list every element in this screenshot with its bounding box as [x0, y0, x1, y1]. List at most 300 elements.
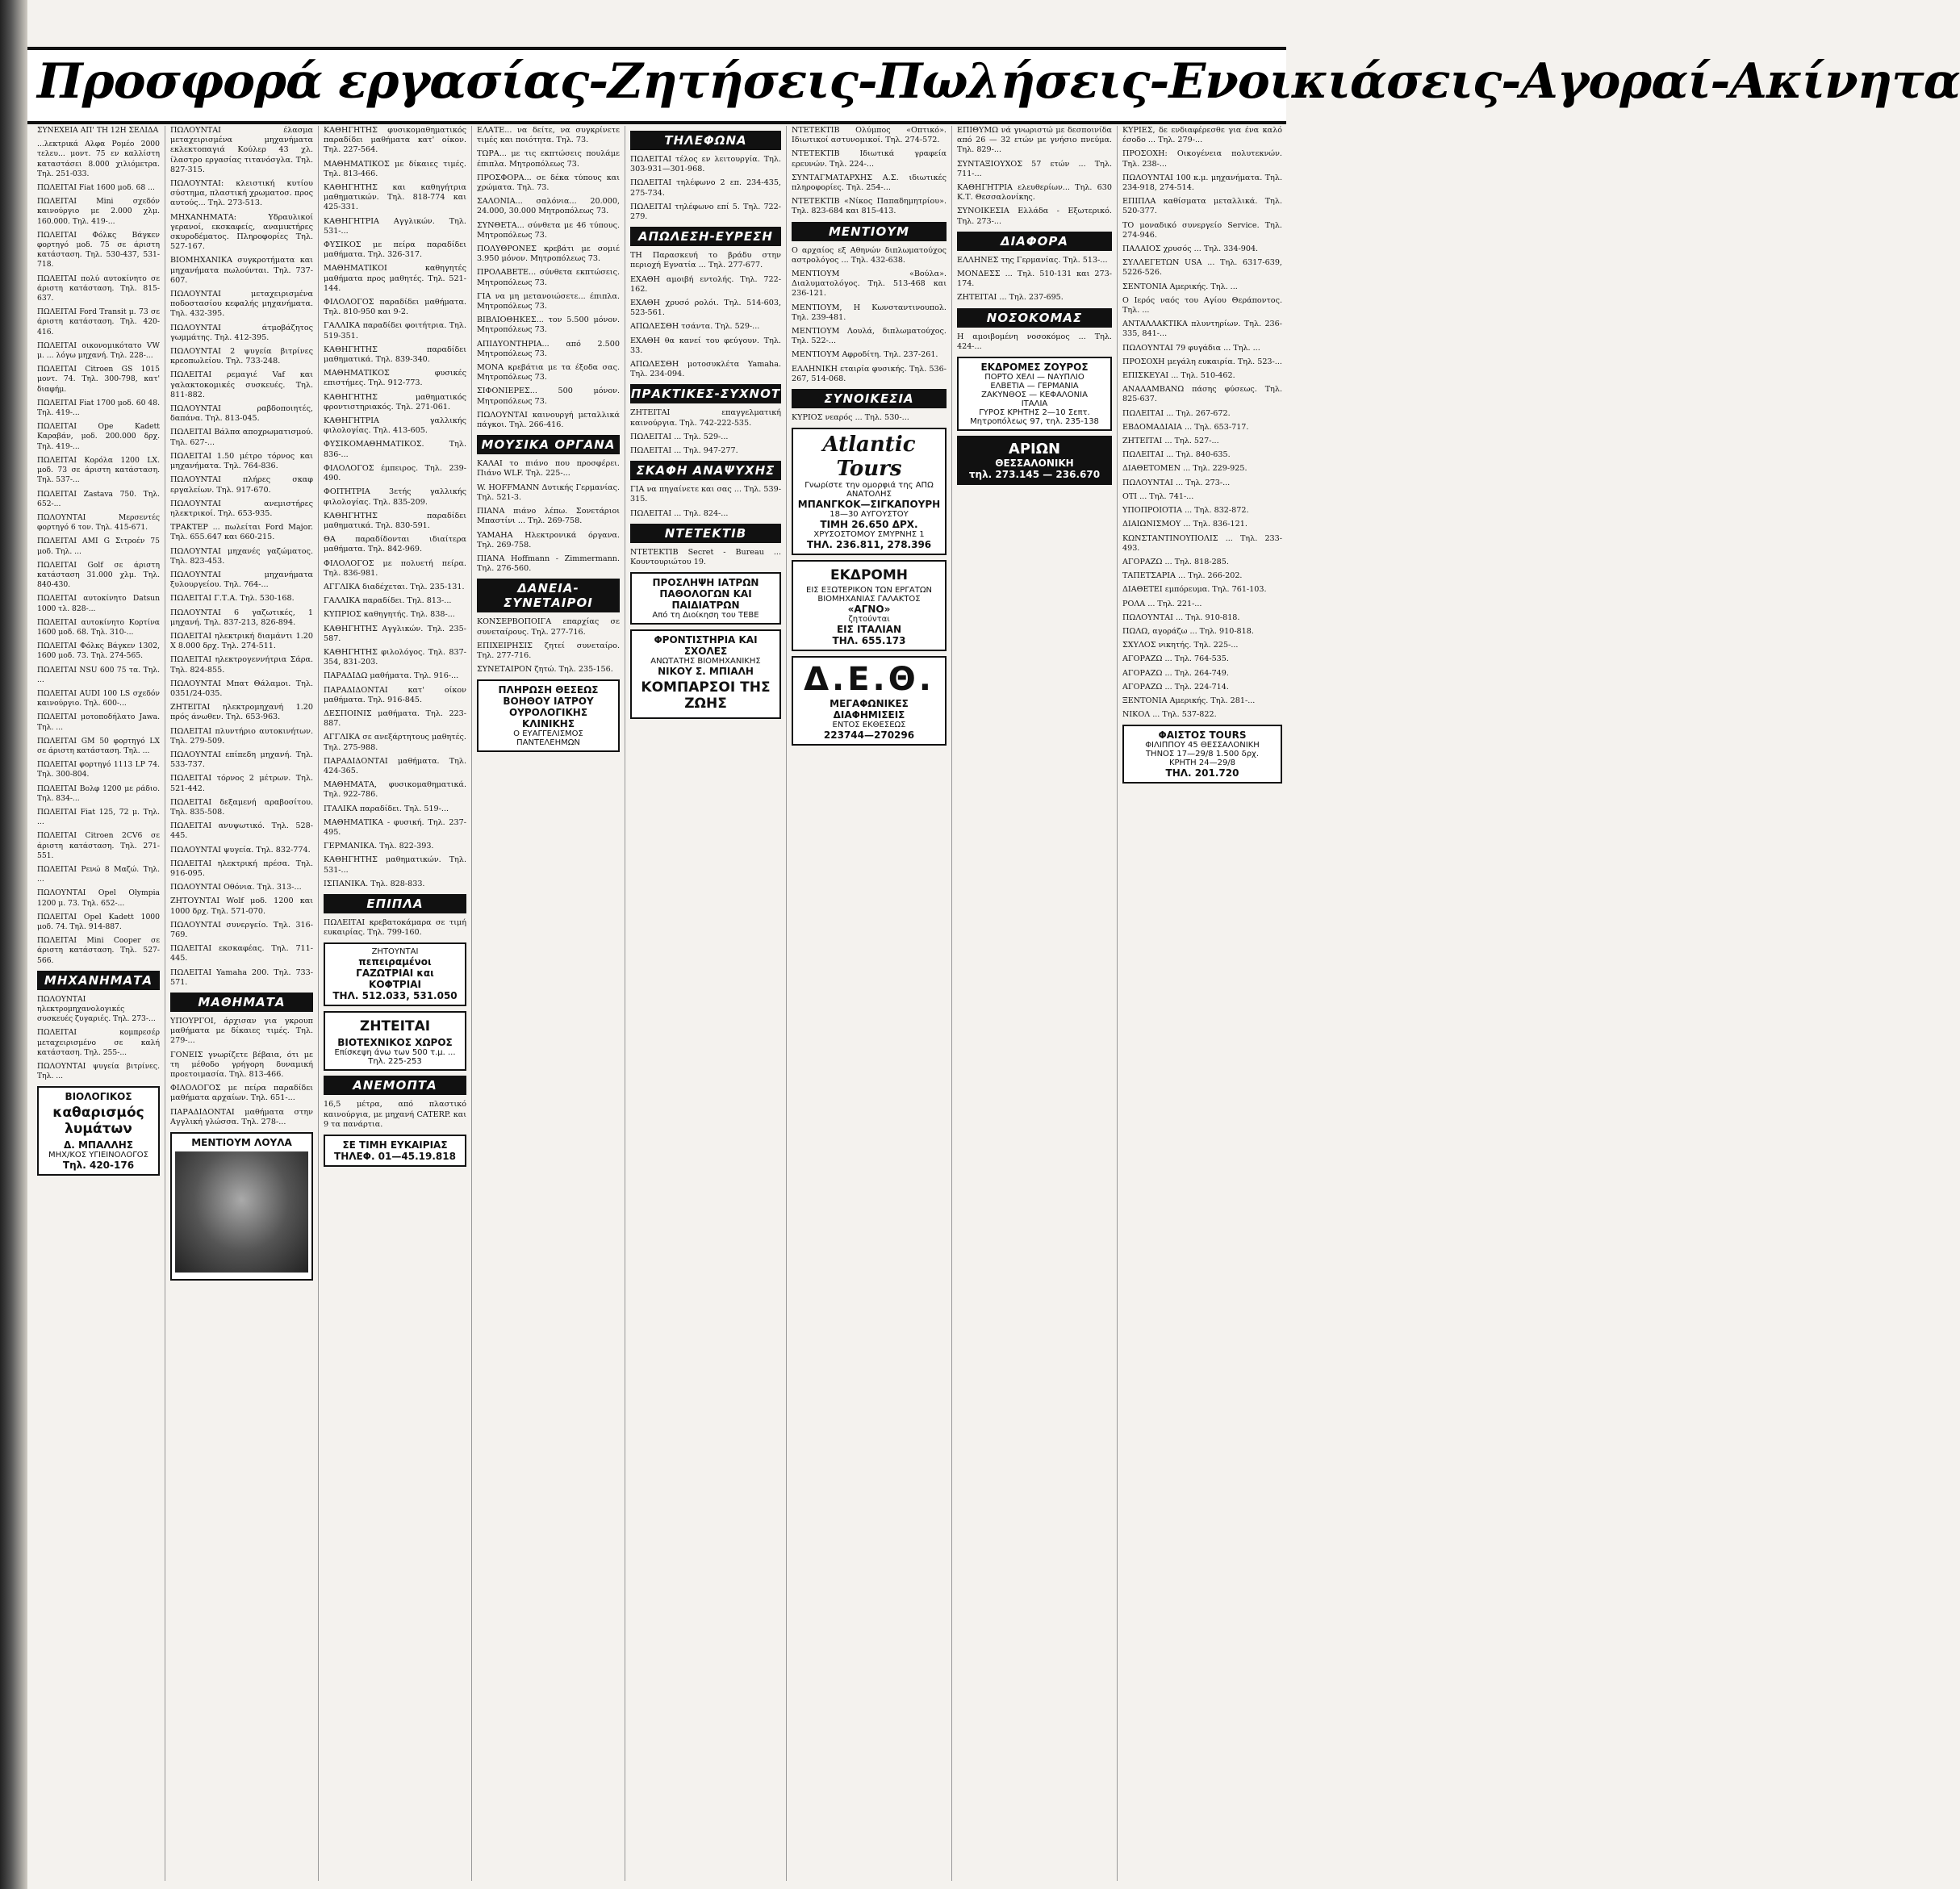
classified-ad: ΠΩΛΕΙΤΑΙ αυτοκίνητο Κορτίνα 1600 μοδ. 68. Τηλ. 310-... — [37, 617, 160, 637]
classified-ad: ΠΩΛΕΙΤΑΙ τόρνος 2 μέτρων. Τηλ. 521-442. — [170, 774, 313, 793]
classified-ad: ΠΩΛΕΙΤΑΙ ανυψωτικό. Τηλ. 528-445. — [170, 821, 313, 841]
classified-ad: ΠΩΛΕΙΤΑΙ μοτοποδήλατο Jawa. Τηλ. ... — [37, 713, 160, 732]
section-header: ΜΑΘΗΜΑΤΑ — [170, 993, 313, 1012]
classified-ad: ΤΩΡΑ... με τις εκπτώσεις πουλάμε έπιπλα. Μητροπόλεως 73. — [477, 149, 620, 169]
ad-title: ΜΕΝΤΙΟΥΜ ΛΟΥΛΑ — [191, 1137, 292, 1149]
classified-ad: ΣΥΝΤΑΓΜΑΤΑΡΧΗΣ Α.Σ. ιδιωτικές πληροφορίες. Τηλ. 254-... — [792, 173, 947, 193]
ad-phone: ΤΗΛ. 655.173 — [832, 635, 906, 647]
classified-ad: ΚΑΘΗΓΗΤΗΣ Αγγλικών. Τηλ. 235-587. — [324, 624, 466, 643]
classifieds-columns — [32, 126, 1287, 1881]
section-header: ΝΤΕΤΕΚΤΙΒ — [630, 524, 781, 543]
theatre-ad — [630, 629, 781, 719]
classified-ad: ΠΩΛΕΙΤΑΙ Ford Transit μ. 73 σε άριστη κατάσταση. Τηλ. 420-416. — [37, 307, 160, 336]
classified-ad: ΠΩΛΕΙΤΑΙ Κορόλα 1200 LX. μοδ. 73 σε άριστη κατάσταση. Τηλ. 537-... — [37, 455, 160, 485]
column-4-ads-2 — [630, 251, 781, 379]
classified-ad: ΜΕΝΤΙΟΥΜ «Βούλα». Διαλυματολόγος. Τηλ. 513-468 και 236-121. — [792, 270, 947, 299]
column-2-ads — [324, 126, 466, 889]
classified-ad: ΔΙΑΘΕΤΟΜΕΝ ... Τηλ. 229-925. — [1122, 464, 1247, 474]
arion-ad — [957, 436, 1112, 485]
classified-ad: ΠΩΛΕΙΤΑΙ τηλέφωνο 2 επ. 234-435, 275-734. — [630, 178, 781, 198]
ad-phone: ΤΗΛ. 201.720 — [1165, 767, 1239, 779]
ad-subheading: ΑΝΩΤΑΤΗΣ ΒΙΟΜΗΧΑΝΙΚΗΣ — [650, 657, 761, 667]
biological-cleaning-ad — [37, 1086, 160, 1176]
section-header: ΔΙΑΦΟΡΑ — [957, 232, 1112, 251]
column-3-ads-3 — [477, 617, 620, 675]
classified-ad: ΠΩΛΟΥΝΤΑΙ άτμοβάζητος γωμμάτης. Τηλ. 412-395. — [170, 323, 313, 342]
ad-subtitle: ΜΗΧ/ΚΟΣ ΥΓΙΕΙΝΟΛΟΓΟΣ — [48, 1151, 148, 1160]
classified-ad: ΜΑΘΗΜΑΤΙΚΟΣ φυσικές επιστήμες. Τηλ. 912-773. — [324, 369, 466, 388]
section-header: ΣΚΑΦΗ ΑΝΑΨΥΧΗΣ — [630, 461, 781, 480]
trip-2: ΕΛΒΕΤΙΑ — ΓΕΡΜΑΝΙΑ — [990, 382, 1079, 391]
ad-subtitle: ΕΙΣ ΕΞΩΤΕΡΙΚΟΝ ΤΩΝ ΕΡΓΑΤΩΝ ΒΙΟΜΗΧΑΝΙΑΣ ΓΑΛΑΚΤΟΣ — [806, 586, 932, 604]
classified-ad: ΠΩΛΕΙΤΑΙ Golf σε άριστη κατάσταση 31.000 χλμ. Τηλ. 840-430. — [37, 560, 160, 590]
classified-ad: ΠΩΛΕΙΤΑΙ GM 50 φορτηγό LX σε άριστη κατάσταση. Τηλ. ... — [37, 736, 160, 755]
column-6-ads-2 — [957, 256, 1112, 303]
classified-ad: ΠΡΟΛΑΒΕΤΕ... σύνθετα εκπτώσεις. Μητροπόλεως 73. — [477, 268, 620, 287]
classified-ad: ΠΩΛΕΙΤΑΙ τηλέφωνο επί 5. Τηλ. 722-279. — [630, 202, 781, 222]
classified-ad: ΠΩΛΩ, αγοράζω ... Τηλ. 910-818. — [1122, 626, 1254, 636]
deth-logo: Δ.Ε.Θ. — [804, 661, 934, 699]
column-7 — [1118, 126, 1287, 1881]
classified-ad: YAMAHA Ηλεκτρονικά όργανα. Τηλ. 269-758. — [477, 530, 620, 550]
classified-ad: ΕΧΑΘΗ θα κανεί του φεύγουν. Τηλ. 33. — [630, 336, 781, 355]
classified-ad: ΕΛΛΗΝΙΚΗ εταιρία φυσικής. Τηλ. 536-267, 514-068. — [792, 364, 947, 383]
classified-ad: ΣΕΝΤΟΝΙΑ Αμερικής. Τηλ. ... — [1122, 282, 1238, 291]
excursion-ad — [792, 560, 947, 651]
classified-ad: ΥΠΟΠΡΟΙΟΤΙΑ ... Τηλ. 832-872. — [1122, 506, 1249, 516]
ad-title: πεπειραμένοι ΓΑΖΩΤΡΙΑΙ και ΚΟΦΤΡΙΑΙ — [356, 956, 434, 991]
atlantic-tours-ad — [792, 428, 947, 555]
classified-ad: ΖΗΤΕΙΤΑΙ ... Τηλ. 237-695. — [957, 293, 1064, 303]
classified-ad: ΠΩΛΟΥΝΤΑΙ ανεμιστήρες ηλεκτρικοί. Τηλ. 653-935. — [170, 499, 313, 518]
classified-ad: ΠΑΡΑΔΙΔΩ μαθήματα. Τηλ. 916-... — [324, 671, 459, 681]
classified-ad: ΚΥΡΙΟΣ νεαρός ... Τηλ. 530-... — [792, 413, 909, 423]
section-header: ΤΗΛΕΦΩΝΑ — [630, 131, 781, 150]
portrait-photo — [175, 1151, 308, 1273]
classified-ad: ΓΙΑ να μη μετανοιώσετε... έπιπλα. Μητροπόλεως 73. — [477, 291, 620, 311]
classified-ad: ΠΩΛΟΥΝΤΑΙ ψυγεία. Τηλ. 832-774. — [170, 845, 311, 855]
classified-ad: ΣΥΝΤΑΞΙΟΥΧΟΣ 57 ετών ... Τηλ. 711-... — [957, 159, 1112, 178]
classified-ad: ΦΥΣΙΚΟΣ με πείρα παραδίδει μαθήματα. Τηλ. 326-317. — [324, 240, 466, 260]
classified-ad: ΤΡΑΚΤΕΡ ... πωλείται Ford Major. Τηλ. 655.647 και 660-215. — [170, 523, 313, 542]
classified-ad: ΝΤΕΤΕΚΤΙΒ Ολύμπος «Οπτικό». Ιδιωτικοί αστυνομικοί. Τηλ. 274-572. — [792, 126, 947, 145]
classified-ad: ΚΑΘΗΓΗΤΡΙΑ γαλλικής φιλολογίας. Τηλ. 413-605. — [324, 416, 466, 436]
classified-ad: ΔΕΣΠΟΙΝΙΣ μαθήματα. Τηλ. 223-887. — [324, 708, 466, 729]
classified-ad: ΠΡΟΣΦΟΡΑ... σε δέκα τύπους και χρώματα. Τηλ. 73. — [477, 173, 620, 193]
column-5-ads-3 — [792, 413, 947, 423]
column-4-ads — [630, 155, 781, 222]
classified-ad: ΖΗΤΕΙΤΑΙ ηλεκτρομηχανή 1.20 πρός άνωθεν. Τηλ. 653-963. — [170, 703, 313, 722]
classified-ad: ΠΩΛΟΥΝΤΑΙ ... Τηλ. 910-818. — [1122, 612, 1240, 622]
classified-ad: ΠΩΛΕΙΤΑΙ Fiat 1600 μοδ. 68 ... — [37, 183, 155, 193]
classified-ad: ΣΥΝΟΙΚΕΣΙΑ Ελλάδα - Εξωτερικό. Τηλ. 273-... — [957, 207, 1112, 226]
trip-1: ΤΗΝΟΣ 17—29/8 1.500 δρχ. — [1145, 750, 1260, 759]
section-header: ΕΠΙΠΛΑ — [324, 894, 466, 913]
classified-ad: ΠΩΛΕΙΤΑΙ Γ.Τ.Α. Τηλ. 530-168. — [170, 594, 295, 604]
column-3-ads-2 — [477, 459, 620, 574]
doctors-hiring-ad — [630, 572, 781, 625]
classified-ad: ΖΗΤΟΥΝΤΑΙ Wolf μοδ. 1200 και 1000 δρχ. Τηλ. 571-070. — [170, 896, 313, 916]
classified-ad: ΚΑΘΗΓΗΤΗΣ και καθηγήτρια μαθηματικών. Τηλ. 818-774 και 425-331. — [324, 183, 466, 212]
ad-title: ΣΕ ΤΙΜΗ ΕΥΚΑΙΡΙΑΣ — [342, 1139, 448, 1151]
classified-ad: ΓΑΛΛΙΚΑ παραδίδει φοιτήτρια. Τηλ. 519-351. — [324, 321, 466, 341]
classified-ad: ΠΩΛΕΙΤΑΙ δεξαμενή αραβοσίτου. Τηλ. 835-508. — [170, 797, 313, 817]
classified-ad: W. HOFFMANN Δυτικής Γερμανίας. Τηλ. 521-3. — [477, 483, 620, 502]
classified-ad: ΠΩΛΟΥΝΤΑΙ Μπατ Θάλαμοι. Τηλ. 0351/24-035. — [170, 679, 313, 698]
ad-wanted: ζητούνται — [848, 615, 890, 625]
classified-ad: ΕΛΑΤΕ... να δείτε, να συγκρίνετε τιμές και ποιότητα. Τηλ. 73. — [477, 126, 620, 145]
classified-ad: ΚΑΘΗΓΗΤΡΙΑ ελευθερίων... Τηλ. 630 Κ.Τ. Θεσσαλονίκης. — [957, 183, 1112, 203]
ad-signature: Από τη Διοίκηση του ΤΕΒΕ — [652, 611, 759, 621]
classified-ad: ΚΩΝΣΤΑΝΤΙΝΟΥΠΟΛΙΣ ... Τηλ. 233-493. — [1122, 533, 1282, 553]
workshop-wanted-ad — [324, 1011, 466, 1071]
classified-ad: ΠΩΛΕΙΤΑΙ Βολφ 1200 με ράδιο. Τηλ. 834-... — [37, 784, 160, 803]
classified-ad: ΠΩΛΕΙΤΑΙ ηλεκτρική διαμάντι 1.20 Χ 8.000 δρχ. Τηλ. 274-511. — [170, 631, 313, 651]
classified-ad: ΠΩΛΕΙΤΑΙ πολύ αυτοκίνητο σε άριστη κατάσταση. Τηλ. 815-637. — [37, 274, 160, 303]
classified-ad: ΓΙΑ να πηγαίνετε και σας ... Τηλ. 539-315. — [630, 485, 781, 504]
section-header: ΠΡΑΚΤΙΚΕΣ-ΣΥΧΝΟΤ — [630, 384, 781, 403]
classified-ad: ΥΠΟΥΡΓΟΙ, άρχισαν για γκρουπ μαθήματα με δίκαιες τιμές. Τηλ. 279-... — [170, 1017, 313, 1046]
classified-ad: ΠΩΛΟΥΝΤΑΙ Opel Olympia 1200 μ. 73. Τηλ. 652-... — [37, 888, 160, 908]
classified-ad: ΕΠΙΠΛΑ καθίσματα μεταλλικά. Τηλ. 520-377. — [1122, 197, 1282, 216]
classified-ad: ΠΑΡΑΔΙΔΟΝΤΑΙ μαθήματα στην Αγγλική γλώσσα. Τηλ. 278-... — [170, 1107, 313, 1126]
column-3-ads — [477, 126, 620, 430]
faistos-tours-ad — [1122, 725, 1282, 784]
classified-ad: ΠΩΛΕΙΤΑΙ Fiat 1700 μοδ. 60 48. Τηλ. 419-... — [37, 398, 160, 418]
classified-ad: ΚΟΝΣΕΡΒΟΠΟΙΓΑ επαρχίας σε συνεταίρους. Τηλ. 277-716. — [477, 617, 620, 637]
ad-destination: ΜΠΑΝΓΚΟΚ—ΣΙΓΚΑΠΟΥΡΗ — [797, 499, 941, 511]
column-5 — [787, 126, 952, 1881]
section-header: ΜΕΝΤΙΟΥΜ — [792, 222, 947, 241]
column-4-ads-4 — [630, 485, 781, 519]
ad-title: ΑΡΙΩΝ — [1008, 441, 1061, 458]
trip-3: ΖΑΚΥΝΘΟΣ — ΚΕΦΑΛΟΝΙΑ — [981, 391, 1088, 400]
ad-phone: ΤΗΛ. 512.033, 531.050 — [332, 990, 458, 1002]
classified-ad: ΝΤΕΤΕΚΤΙΒ Secret - Bureau ... Κουντουριώτου 19. — [630, 547, 781, 567]
classified-ad: ΠΩΛΕΙΤΑΙ ηλεκτρογεννήτρια Σάρα. Τηλ. 824-855. — [170, 655, 313, 675]
classified-ad: ΠΩΛΟΥΝΤΑΙ ραβδοποιητές, δαπάνα. Τηλ. 813-045. — [170, 404, 313, 424]
ad-price: ΤΙΜΗ 26.650 ΔΡΧ. — [820, 519, 918, 531]
ad-brand: «ΑΓΝΟ» — [847, 604, 891, 616]
ad-heading: ΦΡΟΝΤΙΣΤΗΡΙΑ ΚΑΙ ΣΧΟΛΕΣ — [654, 634, 758, 658]
classified-ad: ΠΩΛΟΥΝΤΑΙ 100 κ.μ. μηχανήματα. Τηλ. 234-918, 274-514. — [1122, 173, 1282, 193]
classified-ad: ΕΧΑΘΗ χρυσό ρολόι. Τηλ. 514-603, 523-561. — [630, 299, 781, 318]
column-0-ads-2 — [37, 995, 160, 1082]
classified-ad: ΠΩΛΕΙΤΑΙ Βάλπα αποχρωματισμού. Τηλ. 627-... — [170, 428, 313, 447]
ad-title: ΚΟΜΠΑΡΣΟΙ ΤΗΣ ΖΩΗΣ — [641, 679, 771, 713]
ad-title: ΒΙΟΤΕΧΝΙΚΟΣ ΧΩΡΟΣ — [337, 1037, 453, 1049]
column-2 — [319, 126, 472, 1881]
section-header: ΜΗΧΑΝΗΜΑΤΑ — [37, 971, 160, 990]
column-5-ads — [792, 126, 947, 217]
classified-ad: ΚΑΘΗΓΗΤΗΣ φυσικομαθηματικός παραδίδει μαθήματα κατ' οίκον. Τηλ. 227-564. — [324, 126, 466, 155]
classified-ad: ΑΠΩΛΕΣΘΗ τσάντα. Τηλ. 529-... — [630, 322, 760, 332]
section-banner — [27, 47, 1960, 124]
deth-fair-ad — [792, 656, 947, 746]
column-3 — [472, 126, 625, 1881]
section-header: ΜΟΥΣΙΚΑ ΟΡΓΑΝΑ — [477, 435, 620, 454]
classified-ad: ΑΓΓΛΙΚΑ διαδέχεται. Τηλ. 235-131. — [324, 582, 465, 591]
classified-ad: ΑΓΟΡΑΖΩ ... Τηλ. 818-285. — [1122, 557, 1229, 566]
ad-phone: ΤΗΛ. 236.811, 278.396 — [806, 539, 932, 551]
classified-ad: ΠΩΛΟΥΝΤΑΙ καινουργή μεταλλικά πάγκοι. Τηλ. 266-416. — [477, 410, 620, 430]
column-1 — [165, 126, 319, 1881]
classified-ad: Ο αρχαίος εξ Αθηνών διπλωματούχος αστρολόγος ... Τηλ. 432-638. — [792, 245, 947, 265]
classified-ad: ΜΕΝΤΙΟΥΜ, Η Κωνσταντινουπολ. Τηλ. 239-481. — [792, 303, 947, 322]
classified-ad: ΠΩΛΕΙΤΑΙ οικονομικότατο VW μ. ... λόγω μηχανή. Τηλ. 228-... — [37, 341, 160, 361]
classified-ad: ΠΩΛΕΙΤΑΙ ... Τηλ. 947-277. — [630, 446, 738, 456]
classified-ad: ΦΥΣΙΚΟΜΑΘΗΜΑΤΙΚΟΣ. Τηλ. 836-... — [324, 440, 466, 459]
classified-ad: ΑΓΟΡΑΖΩ ... Τηλ. 264-749. — [1122, 668, 1229, 678]
classified-ad: ΠΩΛΟΥΝΤΑΙ 2 ψυγεία βιτρίνες κρεοπωλείου. Τηλ. 733-248. — [170, 347, 313, 366]
classified-ad: ΠΩΛΕΙΤΑΙ ... Τηλ. 267-672. — [1122, 408, 1231, 418]
column-5-ads-2 — [792, 246, 947, 384]
classified-ad: ΝΤΕΤΕΚΤΙΒ Ιδιωτικά γραφεία ερευνών. Τηλ. 224-... — [792, 149, 947, 169]
classified-ad: ΠΩΛΕΙΤΑΙ Mini Cooper σε άριστη κατάσταση. Τηλ. 527-566. — [37, 936, 160, 965]
column-4 — [625, 126, 787, 1881]
classified-ad: ΠΩΛΕΙΤΑΙ Zastava 750. Τηλ. 652-... — [37, 489, 160, 508]
classified-ad: ΔΙΑΙΩΝΙΣΜΟΥ ... Τηλ. 836-121. — [1122, 520, 1247, 529]
column-1-ads-2 — [170, 1017, 313, 1127]
classified-ad: ΡΟΛΑ ... Τηλ. 221-... — [1122, 599, 1202, 608]
classified-ad: ΜΑΘΗΜΑΤΑ, φυσικομαθηματικά. Τηλ. 922-786. — [324, 780, 466, 800]
column-0-ads — [37, 126, 160, 966]
classified-ad: ΘΑ παραδίδονται ιδιαίτερα μαθήματα. Τηλ. 842-969. — [324, 535, 466, 554]
classified-ad: ΠΩΛΟΥΝΤΑΙ μηχανήματα ξυλουργείου. Τηλ. 764-... — [170, 570, 313, 590]
classified-ad: ΠΡΟΣΟΧΗ: Οικογένεια πολυτεκνών. Τηλ. 238-... — [1122, 149, 1282, 169]
classified-ad: ΠΩΛΕΙΤΑΙ Φόλκς Βάγκεν 1302, 1600 μοδ. 73. Τηλ. 274-565. — [37, 642, 160, 661]
classified-ad: ΠΩΛΕΙΤΑΙ κρεβατοκάμαρα σε τιμή ευκαιρίας. Τηλ. 799-160. — [324, 918, 466, 938]
ad-address: ΧΡΥΣΟΣΤΟΜΟΥ ΣΜΥΡΝΗΣ 1 — [813, 530, 925, 540]
classified-ad: ΠΩΛΕΙΤΑΙ πλυντήριο αυτοκινήτων. Τηλ. 279-509. — [170, 726, 313, 746]
ad-title: ΦΑΙΣΤΟΣ TOURS — [1158, 729, 1247, 742]
classified-ad: ΚΑΘΗΓΗΤΗΣ παραδίδει μαθηματικά. Τηλ. 830-591. — [324, 511, 466, 530]
classified-ad: Ο Ιερός ναός του Αγίου Θεράποντος. Τηλ. ... — [1122, 295, 1282, 316]
classified-ad: ΚΑΘΗΓΗΤΗΣ παραδίδει μαθηματικά. Τηλ. 839-340. — [324, 345, 466, 365]
classified-ad: ΠΩΛΕΙΤΑΙ 1.50 μέτρο τόρνος και μηχανήματα. Τηλ. 764-836. — [170, 451, 313, 471]
classified-ad: ΤΑΠΕΤΣΑΡΙΑ ... Τηλ. 266-202. — [1122, 571, 1243, 581]
classified-ad: ΠΩΛΕΙΤΑΙ AUDI 100 LS σχεδόν καινούργιο. Τηλ. 600-... — [37, 688, 160, 708]
classified-ad: ΜΟΝΔΕΣΣ ... Τηλ. 510-131 και 273-174. — [957, 270, 1112, 289]
ad-phone: Τηλ. 420-176 — [62, 1160, 135, 1172]
classified-ad: ΠΩΛΕΙΤΑΙ ρεμαγιέ Vaf και γαλακτοκομικές συσκευές. Τηλ. 811-882. — [170, 370, 313, 399]
classified-ad: ΖΗΤΕΙΤΑΙ επαγγελματική καινούργια. Τηλ. 742-222-535. — [630, 408, 781, 428]
classified-ad: 16,5 μέτρα, από πλαστικό καινούργια, με μηχανή CATERP. και 9 τα πανάρτια. — [324, 1100, 466, 1129]
trip-4: ΙΤΑΛΙΑ — [1021, 399, 1048, 409]
ad-tagline: Γνωρίστε την ομορφιά της ΑΠΩ ΑΝΑΤΟΛΗΣ — [804, 481, 934, 499]
classified-ad: ΟΤΙ ... Τηλ. 741-... — [1122, 491, 1194, 501]
classified-ad: ΓΕΡΜΑΝΙΚΑ. Τηλ. 822-393. — [324, 842, 434, 851]
classified-ad: ΠΙΑΝΑ πιάνο λέπω. Σονετάριοι Μπαστίνι ... Τηλ. 269-758. — [477, 507, 620, 526]
ad-title: καθαρισμός λυμάτων — [52, 1105, 144, 1138]
classified-ad: ΑΝΤΑΛΛΑΚΤΙΚΑ πλυντηρίων. Τηλ. 236-335, 841-... — [1122, 320, 1282, 339]
classified-ad: ΠΩΛΕΙΤΑΙ Citroen GS 1015 μοντ. 74. Τηλ. 300-798, κατ' διαφήμ. — [37, 365, 160, 394]
classified-ad: ΕΠΙΘΥΜΩ νά γνωριστώ με δεσποινίδα από 26 — 32 ετών με γνήσιο πνεύμα. Τηλ. 829-... — [957, 126, 1112, 155]
classified-ad: ...λεκτρικά Αλφα Ρομέο 2000 τελευ... μοντ. 75 εν καλλίστη καταστάσει 8.000 χιλιόμετρα. Τηλ. 251-033. — [37, 140, 160, 178]
classified-ad: ΠΩΛΕΙΤΑΙ εκσκαφέας. Τηλ. 711-445. — [170, 944, 313, 963]
classified-ad: ΣΥΝΕΧΕΙΑ ΑΠ' ΤΗ 12Η ΣΕΛΙΔΑ — [37, 126, 159, 135]
column-1-ads — [170, 126, 313, 988]
ad-signature: Ο ΕΥΑΓΓΕΛΙΣΜΟΣ ΠΑΝΤΕΛΕΗΜΩΝ — [513, 729, 583, 748]
column-4-ads-3 — [630, 408, 781, 456]
classified-ad: ΦΙΛΟΛΟΓΟΣ με πολυετή πείρα. Τηλ. 836-981. — [324, 558, 466, 578]
classified-ad: ΣΥΛΛΕΓΕΤΩΝ USA ... Τηλ. 6317-639, 5226-526. — [1122, 258, 1282, 278]
classified-ad: ΠΩΛΟΥΝΤΑΙ έλασμα μεταχειρισμένα μηχανήματα εκλεκτοπαγιά Κούλερ 43 χλ. ίλαστρο εργασίας τιτανόσγλα. Τηλ. 827-315. — [170, 126, 313, 174]
classified-ad: ΠΩΛΕΙΤΑΙ ... Τηλ. 824-... — [630, 508, 729, 518]
classified-ad: ΚΑΛΑΙ το πιάνο που προσφέρει. Πιάνο WLF. Τηλ. 225-... — [477, 459, 620, 479]
classified-ad: ΦΙΛΟΛΟΓΟΣ έμπειρος. Τηλ. 239-490. — [324, 463, 466, 483]
classified-ad: ΒΙΒΛΙΟΘΗΚΕΣ... τον 5.500 μόνον. Μητροπόλεως 73. — [477, 316, 620, 335]
classified-ad: ΚΑΘΗΓΗΤΡΙΑ Αγγλικών. Τηλ. 531-... — [324, 216, 466, 236]
ad-body: Επίσκεψη άνω των 500 τ.μ. ... Τηλ. 225-253 — [334, 1048, 456, 1067]
column-2-ads-3 — [324, 1100, 466, 1130]
seamstress-wanted-ad — [324, 942, 466, 1006]
classified-ad: ΠΩΛΕΙΤΑΙ Mini σχεδόν καινούργιο με 2.000 χλμ. 160.000. Τηλ. 419-... — [37, 197, 160, 226]
column-0 — [32, 126, 165, 1881]
ad-title: ΠΡΟΣΛΗΨΗ ΙΑΤΡΩΝ ΠΑΘΟΛΟΓΩΝ ΚΑΙ ΠΑΙΔΙΑΤΡΩΝ — [652, 577, 759, 612]
classified-ad: ΠΩΛΟΥΝΤΑΙ: κλειστική κυτίου σύστημα, πλαστική χρωματοσ. προς αυτούς... Τηλ. 273-513. — [170, 179, 313, 208]
ad-title: ΠΛΗΡΩΣΗ ΘΕΣΕΩΣ ΒΟΗΘΟΥ ΙΑΤΡΟΥ ΟΥΡΟΛΟΓΙΚΗΣ ΚΛΙΝΙΚΗΣ — [498, 684, 599, 730]
ad-heading: ΒΙΟΛΟΓΙΚΟΣ — [65, 1091, 132, 1103]
classified-ad: ΠΩΛΟΥΝΤΑΙ συνεργείο. Τηλ. 316-769. — [170, 920, 313, 940]
classified-ad: ΣΑΛΟΝΙΑ... σαλόνια... 20.000, 24.000, 30.000 Μητροπόλεως 73. — [477, 197, 620, 216]
classified-ad: ΠΩΛΕΙΤΑΙ Yamaha 200. Τηλ. 733-571. — [170, 967, 313, 987]
trip-1: ΠΟΡΤΟ ΧΕΛΙ — ΝΑΥΠΛΙΟ — [984, 373, 1084, 382]
classified-ad: ΠΩΛΕΙΤΑΙ Citroen 2CV6 σε άριστη κατάσταση. Τηλ. 271-551. — [37, 831, 160, 860]
classified-ad: ΣΧΥΛΟΣ νικητής. Τηλ. 225-... — [1122, 641, 1239, 650]
section-header: ΔΑΝΕΙΑ-ΣΥΝΕΤΑΙΡΟΙ — [477, 579, 620, 612]
classified-ad: ΠΟΛΥΘΡΟΝΕΣ κρεβάτι με σομιέ 3.950 μόνον. Μητροπόλεως 73. — [477, 244, 620, 264]
page-spine — [0, 0, 27, 1889]
classified-ad: ΙΣΠΑΝΙΚΑ. Τηλ. 828-833. — [324, 879, 425, 888]
classified-ad: ΠΩΛΟΥΝΤΑΙ Οθόνια. Τηλ. 313-... — [170, 883, 302, 892]
classified-ad: ΑΝΑΛΑΜΒΑΝΩ πάσης φύσεως. Τηλ. 825-637. — [1122, 385, 1282, 404]
classified-ad: ΜΕΝΤΙΟΥΜ Λουλά, διπλωματούχος. Τηλ. 522-... — [792, 327, 947, 346]
classified-ad: ΝΤΕΤΕΚΤΙΒ «Νίκος Παπαδημητρίου». Τηλ. 823-684 και 815-413. — [792, 197, 947, 216]
hospital-position-ad — [477, 679, 620, 752]
column-2-ads-2 — [324, 918, 466, 938]
classified-ad: ΖΗΤΕΙΤΑΙ ... Τηλ. 527-... — [1122, 437, 1219, 446]
classified-ad: ΜΟΝΑ κρεβάτια με τα έξοδα σας. Μητροπόλεως 73. — [477, 363, 620, 382]
atlantic-tours-logo: Atlantic Tours — [822, 433, 916, 482]
classified-ad: ΑΠΩΛΕΣΘΗ μοτοσυκλέτα Yamaha. Τηλ. 234-094. — [630, 360, 781, 379]
classified-ad: ΠΩΛΕΙΤΑΙ τέλος εν λειτουργία. Τηλ. 303-931—301-968. — [630, 155, 781, 174]
classified-ad: ΠΩΛΟΥΝΤΑΙ 6 γαζωτικές, 1 μηχανή. Τηλ. 837-213, 826-894. — [170, 608, 313, 627]
classified-ad: ΣΥΝΕΤΑΙΡΟΝ ζητώ. Τηλ. 235-156. — [477, 665, 613, 675]
ad-title: ΕΚΔΡΟΜΕΣ ΖΟΥΡΟΣ — [980, 362, 1089, 374]
classified-ad: ΠΩΛΟΥΝΤΑΙ ... Τηλ. 273-... — [1122, 478, 1231, 487]
classified-ad: ΜΑΘΗΜΑΤΙΚΟΣ με δίκαιες τιμές. Τηλ. 813-466. — [324, 159, 466, 178]
ad-title: ΕΚΔΡΟΜΗ — [830, 567, 908, 584]
ad-subtitle: ΕΝΤΟΣ ΕΚΘΕΣΕΩΣ — [832, 721, 906, 730]
classified-ad: ΠΑΛΑΙΟΣ χρυσός ... Τηλ. 334-904. — [1122, 244, 1259, 254]
classified-ad: ΠΩΛΕΙΤΑΙ φορτηγό 1113 LP 74. Τηλ. 300-804. — [37, 760, 160, 779]
ad-author: ΝΙΚΟΥ Σ. ΜΠΙΑΛΗ — [658, 666, 754, 678]
classified-ad: ΜΑΘΗΜΑΤΙΚΟΙ καθηγητές μαθήματα προς μαθητές. Τηλ. 521-144. — [324, 264, 466, 293]
ad-heading: ΖΗΤΟΥΝΤΑΙ — [371, 947, 419, 957]
ad-title: ΜΕΓΑΦΩΝΙΚΕΣ ΔΙΑΦΗΜΙΣΕΙΣ — [830, 698, 909, 721]
section-header: ΑΝΕΜΟΠΤΑ — [324, 1076, 466, 1095]
classified-ad: ΠΩΛΕΙΤΑΙ ... Τηλ. 840-635. — [1122, 450, 1231, 460]
classified-ad: ΝΙΚΟΛ ... Τηλ. 537-822. — [1122, 710, 1217, 720]
section-header: ΑΠΩΛΕΣΗ-ΕΥΡΕΣΗ — [630, 227, 781, 246]
classified-ad: ΠΩΛΕΙΤΑΙ αυτοκίνητο Datsun 1000 τλ. 828-... — [37, 594, 160, 613]
classified-ad: ΣΙΦΟΝΙΕΡΕΣ... 500 μόνον. Μητροπόλεως 73. — [477, 387, 620, 406]
classified-ad: ΠΩΛΕΙΤΑΙ Φόλκς Βάγκεν φορτηγό μοδ. 75 σε άριστη κατάσταση. Τηλ. 530-437, 531-718. — [37, 230, 160, 270]
classified-ad: ΑΠΙΔΥΟΝΤΗΡΙΑ... από 2.500 Μητροπόλεως 73. — [477, 339, 620, 358]
classified-ad: ΙΤΑΛΙΚΑ παραδίδει. Τηλ. 519-... — [324, 804, 449, 813]
ad-phone: ΤΗΛΕΦ. 01—45.19.818 — [334, 1151, 456, 1163]
classified-ad: ΠΩΛΕΙΤΑΙ ... Τηλ. 529-... — [630, 432, 729, 441]
trip-2: ΚΡΗΤΗ 24—29/8 — [1168, 759, 1236, 768]
classified-ad: ΣΥΝΘΕΤΑ... σύνθετα με 46 τύπους. Μητροπόλεως 73. — [477, 220, 620, 240]
classified-ad: ΠΙΑΝΑ Hoffmann - Zimmermann. Τηλ. 276-560. — [477, 554, 620, 574]
zouros-excursions-ad — [957, 357, 1112, 431]
classified-ad: ΠΩΛΕΙΤΑΙ AMI G Σιτροέν 75 μοδ. Τηλ. ... — [37, 537, 160, 556]
classified-ad: ΜΑΘΗΜΑΤΙΚΑ - φυσική. Τηλ. 237-495. — [324, 817, 466, 837]
classified-ad: ΠΩΛΟΥΝΤΑΙ ηλεκτρομηχανολογικές συσκευές ζυγαριές. Τηλ. 273-... — [37, 994, 156, 1024]
ad-destination: ΕΙΣ ΙΤΑΛΙΑΝ — [836, 624, 902, 636]
ad-address: ΦΙΛΙΠΠΟΥ 45 ΘΕΣΣΑΛΟΝΙΚΗ — [1145, 741, 1260, 750]
classified-ad: ΕΠΙΧΕΙΡΗΣΙΣ ζητεί συνεταίρο. Τηλ. 277-716. — [477, 641, 620, 660]
classified-ad: ΔΙΑΘΕΤΕΙ εμπόρευμα. Τηλ. 761-103. — [1122, 585, 1267, 595]
classified-ad: ΠΩΛΟΥΝΤΑΙ επίπεδη μηχανή. Τηλ. 533-737. — [170, 750, 313, 770]
classified-ad: ΜΗΧΑΝΗΜΑΤΑ: Υδραυλικοί γερανοί, εκσκαφείς, αναμικτήρες σκυροδέματος. Πληροφορίες Τηλ. 527-167. — [170, 212, 313, 252]
classified-ad: Η αμοιβομένη νοσοκόμος ... Τηλ. 424-... — [957, 332, 1112, 351]
classified-ad: ΕΧΑΘΗ αμοιβή εντολής. Τηλ. 722-162. — [630, 274, 781, 294]
classified-ad: ΜΕΝΤΙΟΥΜ Αφροδίτη. Τηλ. 237-261. — [792, 350, 938, 360]
ad-name: Δ. ΜΠΑΛΛΗΣ — [63, 1139, 134, 1151]
classified-ad: ΒΙΟΜΗΧΑΝΙΚΑ συγκροτήματα και μηχανήματα πωλούνται. Τηλ. 737-607. — [170, 256, 313, 285]
ad-address: Μητροπόλεως 97, τηλ. 235-138 — [970, 417, 1099, 427]
classified-ad: ΕΠΙΣΚΕΥΑΙ ... Τηλ. 510-462. — [1122, 371, 1235, 381]
column-4-ads-5 — [630, 548, 781, 567]
classified-ad: ΓΟΝΕΙΣ γνωρίζετε βέβαια, ότι με τη μέθοδο γρήγορη δυναμική προετοιμασία. Τηλ. 813-466. — [170, 1050, 313, 1080]
bargain-price-ad — [324, 1135, 466, 1167]
classified-ad: ΠΡΟΣΟΧΗ μεγάλη ευκαιρία. Τηλ. 523-... — [1122, 357, 1282, 366]
medium-loula-ad — [170, 1132, 313, 1281]
classified-ad: ΚΥΡΙΕΣ, δε ενδιαφέρεσθε για ένα καλό έσοδο ... Τηλ. 279-... — [1122, 126, 1282, 145]
trip-5: ΓΥΡΟΣ ΚΡΗΤΗΣ 2—10 Σεπτ. — [979, 408, 1090, 418]
classified-ad: ΕΛΛΗΝΕΣ της Γερμανίας. Τηλ. 513-... — [957, 255, 1108, 265]
classified-ad: ΠΩΛΕΙΤΑΙ ηλεκτρική πρέσα. Τηλ. 916-095. — [170, 859, 313, 878]
classified-ad: ΠΩΛΟΥΝΤΑΙ 79 φυγάδια ... Τηλ. ... — [1122, 343, 1260, 353]
classified-ad: ΠΩΛΟΥΝΤΑΙ Μερσεντές φορτηγό 6 τον. Τηλ. 415-671. — [37, 512, 160, 533]
banner-title: Προσφορά εργασίας-Ζητήσεις-Πωλήσεις-Ενοικιάσεις-Αγοραί-Ακίνητα — [37, 53, 1960, 110]
section-header: ΝΟΣΟΚΟΜΑΣ — [957, 308, 1112, 328]
classified-ad: ΠΩΛΟΥΝΤΑΙ μηχανές γαζώματος. Τηλ. 823-453. — [170, 546, 313, 566]
classified-ad: ΠΩΛΟΥΝΤΑΙ μεταχειρισμένα ποδοστασίου κεφαλής μηχανήματα. Τηλ. 432-395. — [170, 290, 313, 319]
ad-dates: 18—30 ΑΥΓΟΥΣΤΟΥ — [830, 510, 909, 520]
classified-ad: ΠΩΛΟΥΝΤΑΙ ψυγεία βιτρίνες. Τηλ. ... — [37, 1062, 160, 1081]
classified-ad: ΚΑΘΗΓΗΤΗΣ μαθηματικών. Τηλ. 531-... — [324, 855, 466, 875]
classified-ad: ΦΟΙΤΗΤΡΙΑ 3ετής γαλλικής φιλολογίας. Τηλ. 835-209. — [324, 487, 466, 507]
column-6-ads — [957, 126, 1112, 227]
classified-ad: ΑΓΓΛΙΚΑ σε ανεξάρτητους μαθητές. Τηλ. 275-988. — [324, 733, 466, 752]
classified-ad: ΑΓΟΡΑΖΩ ... Τηλ. 224-714. — [1122, 682, 1229, 692]
classified-ad: ΠΩΛΕΙΤΑΙ Opel Kadett 1000 μοδ. 74. Τηλ. 914-887. — [37, 912, 160, 932]
classified-ad: ΠΑΡΑΔΙΔΟΝΤΑΙ μαθήματα. Τηλ. 424-365. — [324, 756, 466, 775]
classified-ad: ΕΒΔΟΜΑΔΙΑΙΑ ... Τηλ. 653-717. — [1122, 422, 1249, 432]
ad-city: ΘΕΣΣΑΛΟΝΙΚΗ — [995, 458, 1074, 470]
classified-ad: ΠΑΡΑΔΙΔΟΝΤΑΙ κατ' οίκον μαθήματα. Τηλ. 916-845. — [324, 685, 466, 704]
classified-ad: ΠΩΛΟΥΝΤΑΙ πλήρες σκαφ εργαλείων. Τηλ. 917-670. — [170, 475, 313, 495]
classified-ad: ΚΑΘΗΓΗΤΗΣ μαθηματικός φροντιστηριακός. Τηλ. 271-061. — [324, 392, 466, 412]
ad-phone: 223744—270296 — [823, 729, 915, 742]
column-7-ads — [1122, 126, 1282, 720]
classified-ad: ΤΗ Παρασκευή το βράδυ στην περιοχή Εγνατία ... Τηλ. 277-677. — [630, 251, 781, 270]
ad-phone: τηλ. 273.145 — 236.670 — [968, 469, 1101, 481]
